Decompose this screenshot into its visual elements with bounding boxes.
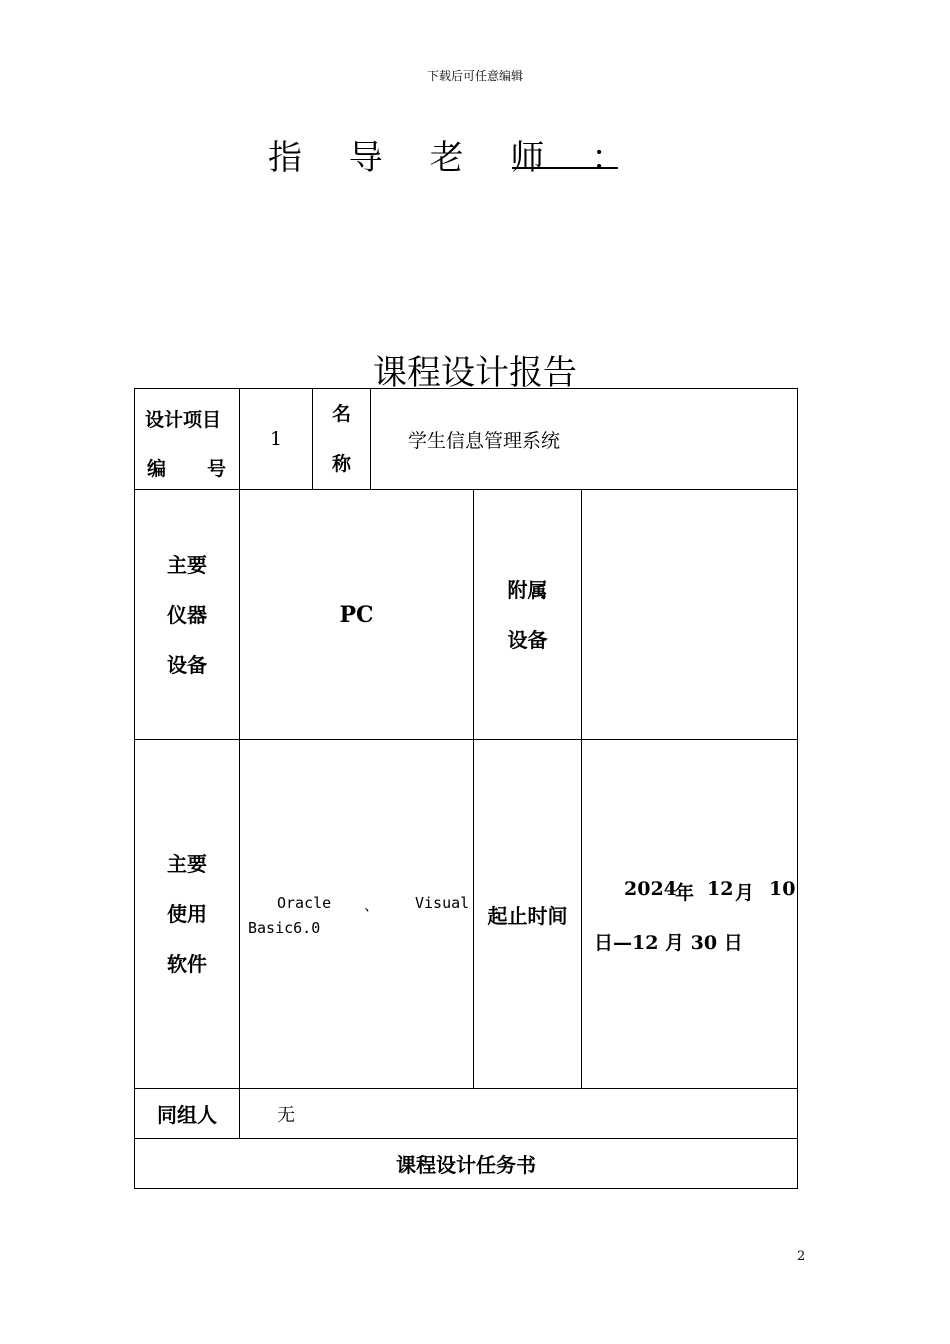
page-number: 2 — [797, 1249, 806, 1264]
report-title: 课程设计报告 — [373, 353, 577, 393]
time-end: 日—12 月 30 日 — [594, 932, 743, 954]
name-label-bottom: 称 — [331, 453, 351, 475]
software-label-3: 软件 — [167, 952, 207, 976]
time-year-unit: 年 — [675, 882, 695, 904]
group-label: 同组人 — [157, 1103, 217, 1127]
name-value-cell — [370, 388, 798, 490]
header-note: 下载后可任意编辑 — [426, 69, 523, 83]
software-value-basic: Basic6.0 — [248, 919, 321, 937]
group-value-cell — [239, 1088, 798, 1139]
software-value-oracle: Oracle — [277, 894, 332, 912]
equipment-label-2: 仪器 — [167, 602, 207, 627]
group-value: 无 — [277, 1104, 295, 1126]
software-value-visual: Visual — [415, 894, 470, 912]
time-label: 起止时间 — [487, 903, 568, 928]
accessory-label-cell — [473, 489, 582, 740]
time-year: 2024 — [624, 878, 677, 900]
equipment-value: PC — [339, 601, 374, 628]
accessory-label-1: 附属 — [507, 577, 548, 602]
project-no-label-cell — [134, 388, 240, 490]
name-label-top: 名 — [331, 403, 351, 425]
project-no-label-bottom-left: 编 — [147, 458, 167, 480]
task-book-cell — [134, 1138, 798, 1189]
project-no-label-top: 设计项目 — [145, 409, 222, 431]
software-label-cell — [134, 739, 240, 1089]
name-label-cell — [312, 388, 371, 490]
equipment-label-1: 主要 — [167, 552, 207, 577]
project-no-value-cell — [239, 388, 313, 490]
software-label-2: 使用 — [167, 902, 207, 926]
equipment-label-3: 设备 — [167, 652, 207, 677]
project-no-value: 1 — [269, 428, 283, 450]
equipment-value-cell — [239, 489, 474, 740]
advisor-blank-line — [512, 167, 618, 169]
time-day: 10 — [769, 878, 796, 900]
project-no-label-bottom-right: 号 — [207, 458, 227, 480]
time-month: 12 — [707, 878, 734, 900]
task-book-title: 课程设计任务书 — [396, 1153, 536, 1177]
name-value: 学生信息管理系统 — [408, 429, 561, 452]
time-month-unit: 月 — [735, 882, 755, 904]
software-label-1: 主要 — [167, 852, 207, 876]
software-value-separator: 、 — [364, 896, 380, 914]
advisor-label: 指 导 老 师 ： — [268, 138, 644, 178]
software-value-cell — [239, 739, 474, 1089]
accessory-value-cell — [581, 489, 798, 740]
time-label-cell — [473, 739, 582, 1089]
group-label-cell — [134, 1088, 240, 1139]
report-table — [134, 388, 798, 1189]
equipment-label-cell — [134, 489, 240, 740]
time-value-cell — [581, 739, 798, 1089]
accessory-label-2: 设备 — [507, 627, 548, 652]
